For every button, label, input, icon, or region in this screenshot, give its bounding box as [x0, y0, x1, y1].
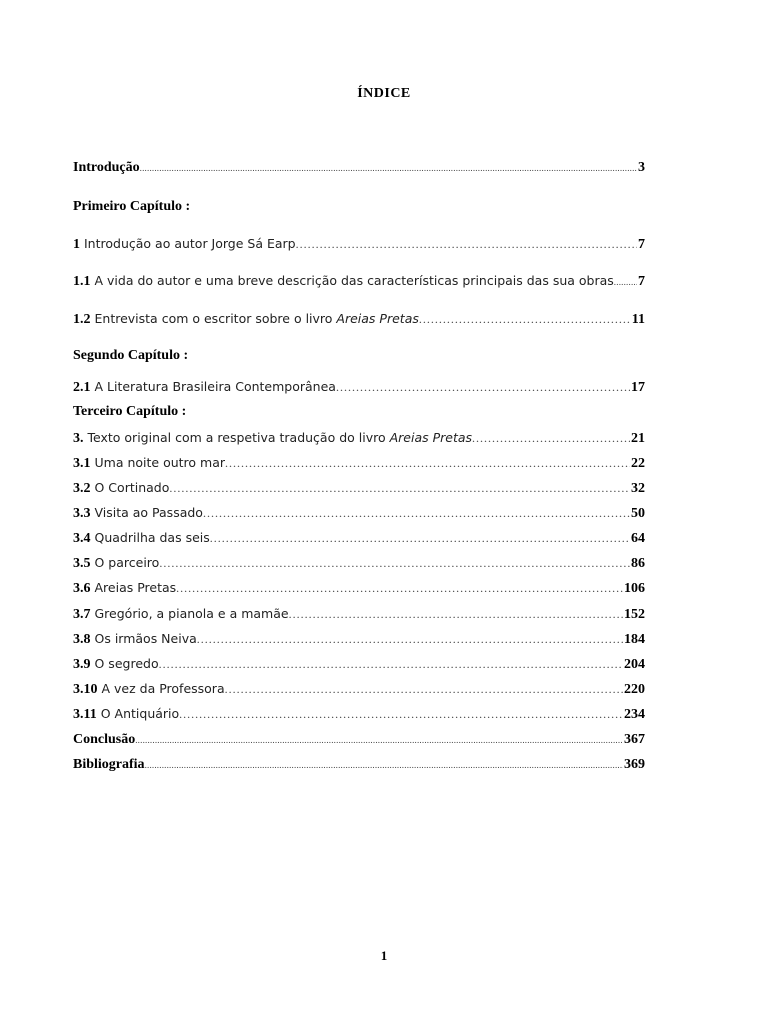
toc-entry-number: 1: [73, 237, 80, 252]
toc-entry-page: 184: [624, 632, 645, 647]
toc-entry-1-1[interactable]: [73, 272, 645, 291]
dot-leader: [197, 630, 623, 648]
dot-leader: [179, 705, 623, 723]
toc-entry-3-6[interactable]: [73, 579, 645, 598]
toc-entry-1[interactable]: [73, 235, 645, 254]
toc-entry-2-1[interactable]: [73, 378, 645, 397]
page-number: 1: [380, 948, 388, 963]
toc-entry-number: 3.4: [73, 531, 91, 546]
toc-entry-page: 7: [638, 237, 645, 252]
toc-entry-number: 3.10: [73, 682, 98, 697]
toc-entry-3-11[interactable]: [73, 705, 645, 724]
toc-entry-number: 3.1: [73, 456, 91, 471]
toc-entry-number: 3.6: [73, 581, 91, 596]
toc-entry-label: Visita ao Passado: [94, 505, 203, 520]
toc-entry-label: Bibliografia: [73, 757, 145, 772]
toc-entry-number: 3.: [73, 431, 84, 446]
toc-entry-page: 106: [624, 581, 645, 596]
toc-entry-page: 50: [631, 506, 645, 521]
toc-entry-page: 234: [624, 707, 645, 722]
dot-leader: [176, 579, 623, 597]
dot-leader: [289, 605, 623, 623]
toc-entry-label: A vez da Professora: [101, 681, 225, 696]
toc-entry-number: 3.9: [73, 657, 91, 672]
dot-leader: [336, 378, 630, 396]
toc-entry-number: 3.11: [73, 707, 97, 722]
toc-entry-page: 220: [624, 682, 645, 697]
toc-entry-3-3[interactable]: [73, 504, 645, 523]
toc-entry-number: 3.7: [73, 607, 91, 622]
index-title: ÍNDICE: [357, 86, 411, 101]
book-title-italic: Areias Pretas: [389, 430, 473, 445]
dot-leader: [169, 479, 630, 497]
toc-entry-page: 22: [631, 456, 645, 471]
toc-entry-bibliografia[interactable]: [73, 756, 645, 774]
toc-entry-page: 369: [624, 757, 645, 772]
dot-leader: [225, 680, 623, 698]
toc-entry-number: 3.3: [73, 506, 91, 521]
toc-entry-page: 7: [638, 274, 645, 289]
toc-entry-number: 1.1: [73, 274, 91, 289]
toc-entry-page: 152: [624, 607, 645, 622]
toc-entry-page: 204: [624, 657, 645, 672]
toc-entry-page: 21: [631, 431, 645, 446]
dot-leader: [614, 273, 637, 291]
toc-entry-number: 3.2: [73, 481, 91, 496]
dot-leader: [472, 429, 630, 447]
toc-entry-page: 17: [631, 380, 645, 395]
toc-entry-page: 86: [631, 556, 645, 571]
toc-entry-3-4[interactable]: [73, 529, 645, 548]
toc-entry-label: Uma noite outro mar: [94, 455, 225, 470]
toc-entry-3-9[interactable]: [73, 655, 645, 674]
toc-entry-page: 11: [631, 312, 645, 327]
toc-entry-page: 32: [631, 481, 645, 496]
toc-entry-page: 64: [631, 531, 645, 546]
book-title-italic: Areias Pretas: [336, 311, 419, 326]
toc-entry-label: Areias Pretas: [94, 580, 177, 595]
toc-entry-number: 3.5: [73, 556, 91, 571]
toc-entry-conclusao[interactable]: [73, 731, 645, 749]
toc-entry-label: O Cortinado: [94, 480, 170, 495]
toc-entry-label: Entrevista com o escritor sobre o livro Areias Pretas: [94, 311, 419, 326]
toc-entry-label: O Antiquário: [100, 706, 180, 721]
chapter-heading-1: Primeiro Capítulo :: [73, 199, 191, 214]
dot-leader: [135, 731, 623, 749]
toc-entry-3-5[interactable]: [73, 554, 645, 573]
dot-leader: [225, 454, 630, 472]
toc-entry-number: 3.8: [73, 632, 91, 647]
toc-entry-number: 2.1: [73, 380, 91, 395]
dot-leader: [159, 554, 630, 572]
toc-entry-3-8[interactable]: [73, 630, 645, 649]
dot-leader: [419, 310, 631, 328]
toc-entry-label: Conclusão: [73, 732, 136, 747]
toc-entry-label: A vida do autor e uma breve descrição das características principais das sua obras: [94, 273, 614, 288]
toc-entry-label: Introdução: [73, 160, 140, 175]
dot-leader: [203, 504, 630, 522]
toc-entry-label: O parceiro: [94, 555, 160, 570]
toc-entry-1-2[interactable]: [73, 310, 645, 329]
toc-entry-label: A Literatura Brasileira Contemporânea: [94, 379, 336, 394]
dot-leader: [296, 235, 637, 253]
toc-entry-page: 3: [638, 160, 645, 175]
toc-entry-label: Texto original com a respetiva tradução do livro Areias Pretas: [87, 430, 473, 445]
toc-entry-label: O segredo: [94, 656, 159, 671]
dot-leader: [210, 529, 630, 547]
dot-leader: [140, 159, 637, 177]
toc-entry-3[interactable]: [73, 429, 645, 448]
toc-entry-label: Gregório, a pianola e a mamãe: [94, 606, 289, 621]
toc-entry-label: Introdução ao autor Jorge Sá Earp: [84, 236, 296, 251]
toc-entry-label: Os irmãos Neiva: [94, 631, 197, 646]
toc-entry-number: 1.2: [73, 312, 91, 327]
dot-leader: [145, 756, 623, 774]
dot-leader: [159, 655, 623, 673]
toc-entry-label: Quadrilha das seis: [94, 530, 210, 545]
toc-entry-3-2[interactable]: [73, 479, 645, 498]
chapter-heading-3: Terceiro Capítulo :: [73, 404, 187, 419]
toc-entry-3-7[interactable]: [73, 605, 645, 624]
toc-entry-3-10[interactable]: [73, 680, 645, 699]
toc-entry-page: 367: [624, 732, 645, 747]
chapter-heading-2: Segundo Capítulo :: [73, 348, 189, 363]
toc-entry-introducao[interactable]: [73, 159, 645, 177]
toc-entry-3-1[interactable]: [73, 454, 645, 473]
